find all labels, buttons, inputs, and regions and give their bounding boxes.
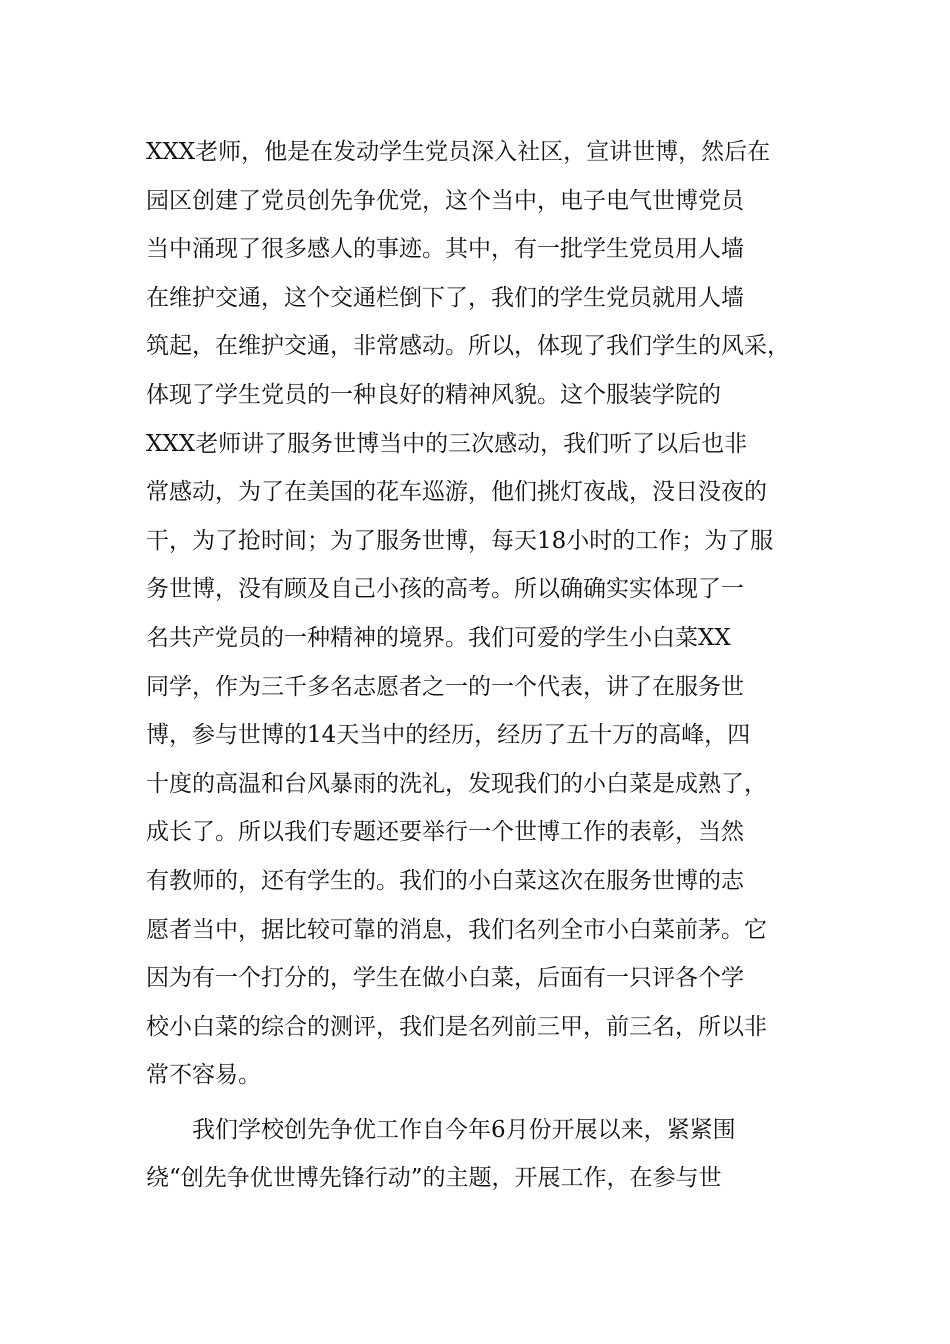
text-line: 十度的高温和台风暴雨的洗礼，发现我们的小白菜是成熟了， bbox=[146, 770, 767, 797]
text-line: 常不容易。 bbox=[146, 1062, 261, 1089]
text-line: 同学，作为三千多名志愿者之一的一个代表，讲了在服务世 bbox=[146, 673, 744, 700]
text-line: 筑起，在维护交通，非常感动。所以，体现了我们学生的风采， bbox=[146, 333, 790, 360]
text-line: 我们学校创先争优工作自今年6月份开展以来，紧紧围 bbox=[192, 1116, 736, 1143]
text-line: 成长了。所以我们专题还要举行一个世博工作的表彰，当然 bbox=[146, 819, 744, 846]
document-body bbox=[146, 128, 816, 1203]
text-line: XXX老师讲了服务世博当中的三次感动，我们听了以后也非 bbox=[146, 430, 748, 457]
text-line: 园区创建了党员创先争优党，这个当中，电子电气世博党员 bbox=[146, 187, 744, 214]
text-line: 在维护交通，这个交通栏倒下了，我们的学生党员就用人墙 bbox=[146, 284, 744, 311]
text-line: 博，参与世博的14天当中的经历，经历了五十万的高峰，四 bbox=[146, 722, 751, 749]
text-line: 名共产党员的一种精神的境界。我们可爱的学生小白菜XX bbox=[146, 624, 731, 651]
text-line: 务世博，没有顾及自己小孩的高考。所以确确实实体现了一 bbox=[146, 576, 744, 603]
paragraph-1 bbox=[146, 128, 816, 1100]
paragraph-2 bbox=[146, 1106, 816, 1203]
text-line: 愿者当中，据比较可靠的消息，我们名列全市小白菜前茅。它 bbox=[146, 916, 767, 943]
text-line: 体现了学生党员的一种良好的精神风貌。这个服装学院的 bbox=[146, 381, 721, 408]
text-line: 常感动，为了在美国的花车巡游，他们挑灯夜战，没日没夜的 bbox=[146, 479, 767, 506]
text-line: 校小白菜的综合的测评，我们是名列前三甲，前三名，所以非 bbox=[146, 1013, 767, 1040]
text-line: 因为有一个打分的，学生在做小白菜，后面有一只评各个学 bbox=[146, 965, 744, 992]
text-line: 干，为了抢时间；为了服务世博，每天18小时的工作；为了服 bbox=[146, 527, 774, 554]
text-line: XXX老师，他是在发动学生党员深入社区，宣讲世博，然后在 bbox=[146, 139, 771, 165]
text-line: 有教师的，还有学生的。我们的小白菜这次在服务世博的志 bbox=[146, 867, 744, 894]
text-line: 绕“创先争优世博先锋行动”的主题，开展工作，在参与世 bbox=[146, 1165, 722, 1192]
text-line: 当中涌现了很多感人的事迹。其中，有一批学生党员用人墙 bbox=[146, 236, 744, 263]
